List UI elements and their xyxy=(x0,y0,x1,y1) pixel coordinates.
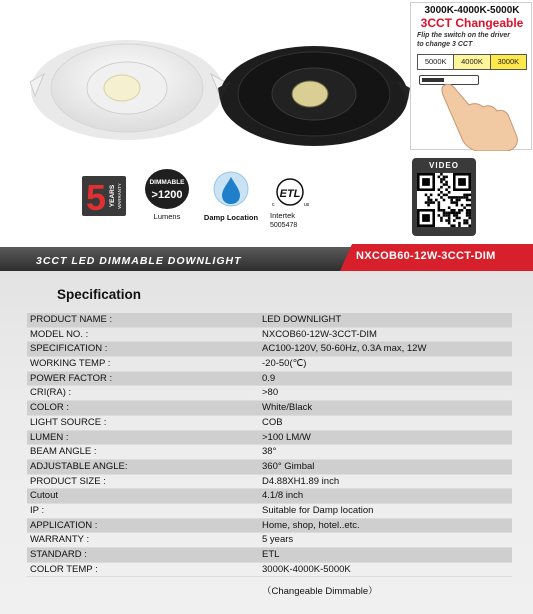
spec-value: 5 years xyxy=(262,534,294,546)
spec-key: CRI(RA) : xyxy=(30,387,72,399)
model-number: NXCOB60-12W-3CCT-DIM xyxy=(356,250,496,262)
banner-title: 3CCT LED DIMMABLE DOWNLIGHT xyxy=(36,255,242,267)
spec-row xyxy=(27,504,512,519)
cct-option-5000k: 5000K xyxy=(418,55,454,69)
spec-value: 0.9 xyxy=(262,372,276,384)
spec-value: AC100-120V, 50-60Hz, 0.3A max, 12W xyxy=(262,343,427,355)
damp-location-label: Damp Location xyxy=(203,213,259,222)
spec-row xyxy=(27,401,512,416)
spec-key: MODEL NO. : xyxy=(30,328,89,340)
spec-row xyxy=(27,372,512,387)
spec-value: 4.1/8 inch xyxy=(262,490,304,502)
spec-row xyxy=(27,519,512,534)
spec-row xyxy=(27,475,512,490)
spec-value: Suitable for Damp location xyxy=(262,504,374,516)
spec-value: >100 LM/W xyxy=(262,431,311,443)
spec-key: BEAM ANGLE : xyxy=(30,446,97,458)
cct-option-4000k: 4000K xyxy=(454,55,490,69)
spec-value: >80 xyxy=(262,387,279,399)
spec-row xyxy=(27,328,512,343)
spec-row xyxy=(27,548,512,563)
color-temp-extra: （Changeable Dimmable） xyxy=(262,586,378,597)
spec-value: NXCOB60-12W-3CCT-DIM xyxy=(262,328,377,340)
spec-key: COLOR : xyxy=(30,402,70,414)
spec-value: White/Black xyxy=(262,402,313,414)
intertek-label: Intertek xyxy=(270,211,296,220)
spec-key: Cutout xyxy=(30,490,58,502)
spec-key: PRODUCT NAME : xyxy=(30,314,113,325)
spec-key: LUMEN : xyxy=(30,431,69,443)
etl-c: c xyxy=(272,202,275,208)
cct-switch-panel xyxy=(410,2,532,150)
cct-option-3000k: 3000K xyxy=(491,55,526,69)
spec-table xyxy=(27,313,512,577)
spec-value: -20-50(℃) xyxy=(262,358,307,370)
pointing-hand-icon xyxy=(439,81,533,151)
dimmable-text: DIMMABLE xyxy=(149,179,185,186)
spec-value: 3000K-4000K-5000K xyxy=(262,563,351,575)
qr-code-icon[interactable] xyxy=(417,173,471,227)
etl-us: us xyxy=(304,202,310,208)
spec-key: ADJUSTABLE ANGLE: xyxy=(30,460,128,472)
lumens-value: >1200 xyxy=(151,189,183,201)
cct-changeable-label: 3CCT Changeable xyxy=(420,16,524,30)
spec-value: LED DOWNLIGHT xyxy=(262,314,342,325)
cct-note: Flip the switch on the driver to change 3 CCT xyxy=(417,32,510,48)
spec-row xyxy=(27,342,512,357)
warranty-number: 5 xyxy=(85,177,107,218)
dimmable-lumens-icon xyxy=(143,167,191,223)
spec-row xyxy=(27,489,512,504)
spec-key: POWER FACTOR : xyxy=(30,372,113,384)
warranty-years-text: YEARS xyxy=(109,184,116,208)
spec-row xyxy=(27,460,512,475)
warranty-text: WARRANTY xyxy=(117,183,122,209)
spec-key: PRODUCT SIZE : xyxy=(30,475,106,487)
spec-key: WORKING TEMP : xyxy=(30,358,111,370)
spec-key: WARRANTY : xyxy=(30,534,90,546)
five-year-warranty-icon xyxy=(82,174,126,218)
spec-row xyxy=(27,357,512,372)
cct-options xyxy=(417,54,527,70)
spec-key: IP : xyxy=(30,504,45,516)
etl-certification-icon xyxy=(266,176,322,230)
spec-row xyxy=(27,563,512,578)
black-downlight-image xyxy=(218,44,410,148)
spec-row xyxy=(27,431,512,446)
damp-location-icon xyxy=(201,171,261,223)
spec-row xyxy=(27,313,512,328)
video-qr-box[interactable] xyxy=(412,158,476,236)
spec-key: STANDARD : xyxy=(30,549,87,560)
spec-value: ETL xyxy=(262,549,280,560)
spec-value: 38° xyxy=(262,446,277,458)
spec-row xyxy=(27,445,512,460)
spec-key: SPECIFICATION : xyxy=(30,343,108,355)
spec-value: 360° Gimbal xyxy=(262,460,315,472)
spec-row xyxy=(27,386,512,401)
spec-key: APPLICATION : xyxy=(30,519,98,531)
cct-kelvin-range: 3000K-4000K-5000K xyxy=(424,5,520,16)
spec-row xyxy=(27,416,512,431)
spec-title: Specification xyxy=(57,287,142,302)
spec-value: Home, shop, hotel..etc. xyxy=(262,519,360,531)
spec-value: D4.88XH1.89 inch xyxy=(262,475,340,487)
spec-key: LIGHT SOURCE : xyxy=(30,416,107,428)
spec-value: COB xyxy=(262,416,283,428)
spec-row xyxy=(27,533,512,548)
spec-key: COLOR TEMP : xyxy=(30,563,98,575)
intertek-number: 5005478 xyxy=(270,222,298,229)
etl-mark: ETL xyxy=(279,188,301,200)
lumens-label: Lumens xyxy=(153,212,181,221)
video-label: VIDEO xyxy=(429,161,459,170)
white-downlight-image xyxy=(30,36,225,142)
